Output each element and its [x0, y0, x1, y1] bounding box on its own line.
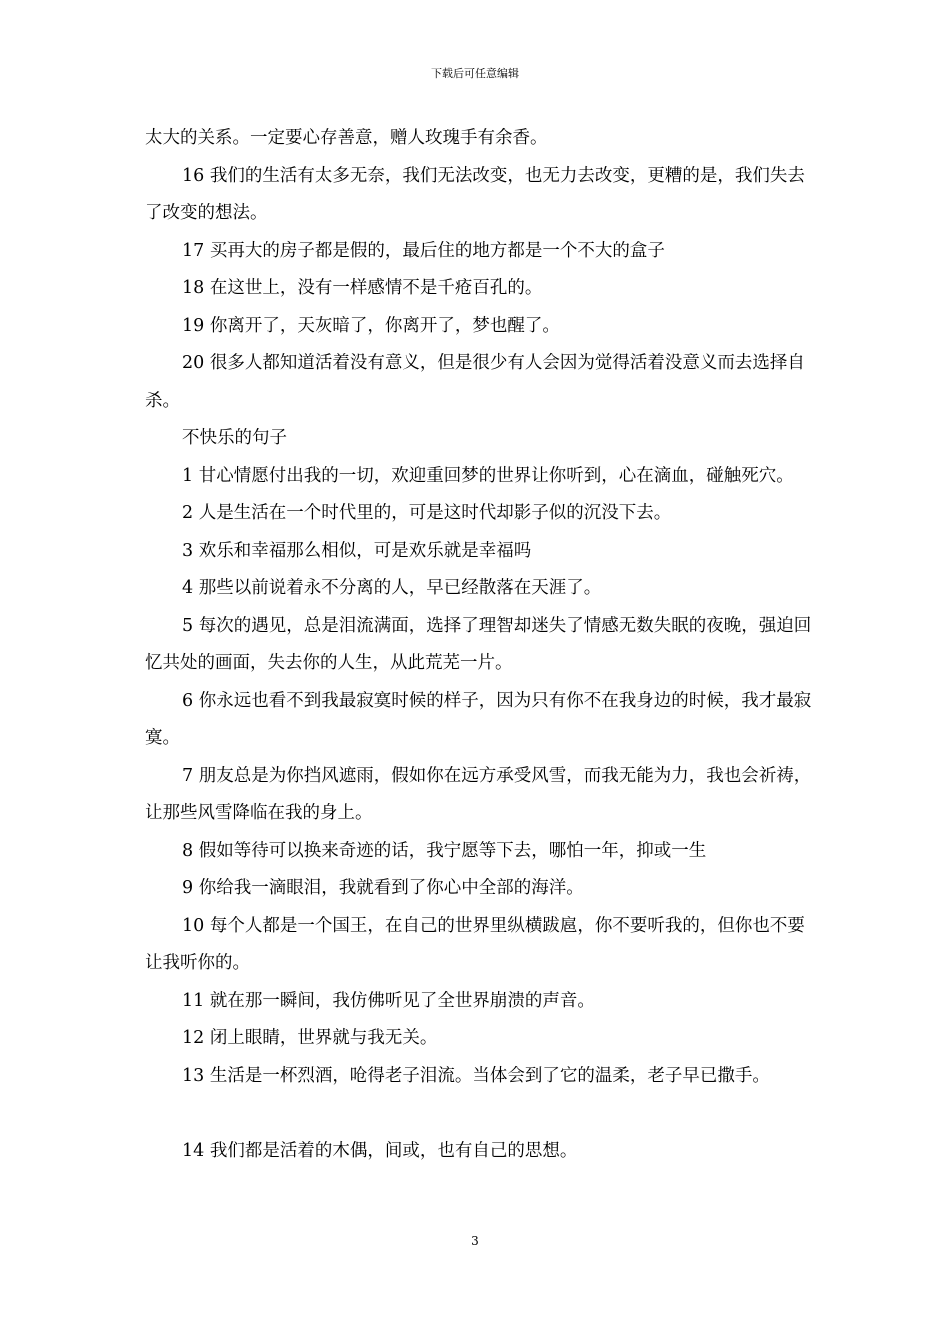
paragraph: 17 买再大的房子都是假的，最后住的地方都是一个不大的盒子 — [182, 240, 665, 261]
paragraph: 3 欢乐和幸福那么相似，可是欢乐就是幸福吗 — [182, 540, 532, 561]
paragraph: 8 假如等待可以换来奇迹的话，我宁愿等下去，哪怕一年，抑或一生 — [182, 840, 707, 861]
paragraph: 18 在这世上，没有一样感情不是千疮百孔的。 — [182, 278, 543, 298]
paragraph: 5 每次的遇见，总是泪流满面，选择了理智却迷失了情感无数失眠的夜晚，强迫回忆共处的画面，失去你的人生，从此荒芜一片。 — [145, 615, 812, 673]
paragraph: 9 你给我一滴眼泪，我就看到了你心中全部的海洋。 — [182, 878, 584, 898]
paragraph: 4 那些以前说着永不分离的人，早已经散落在天涯了。 — [182, 578, 602, 598]
paragraph: 14 我们都是活着的木偶，间或，也有自己的思想。 — [182, 1140, 578, 1161]
paragraph: 20 很多人都知道活着没有意义，但是很少有人会因为觉得活着没意义而去选择自杀。 — [145, 353, 805, 411]
paragraph: 7 朋友总是为你挡风遮雨，假如你在远方承受风雪，而我无能为力，我也会祈祷，让那些风雪降临在我的身上。 — [145, 765, 812, 823]
paragraph: 11 就在那一瞬间，我仿佛听见了全世界崩溃的声音。 — [182, 990, 595, 1011]
paragraph: 1 甘心情愿付出我的一切，欢迎重回梦的世界让你听到，心在滴血，碰触死穴。 — [182, 465, 794, 486]
paragraph: 2 人是生活在一个时代里的，可是这时代却影子似的沉没下去。 — [182, 503, 672, 523]
page-number: 3 — [471, 1234, 479, 1248]
paragraph: 10 每个人都是一个国王，在自己的世界里纵横跋扈，你不要听我的，但你也不要让我听你的。 — [145, 915, 805, 973]
paragraph: 6 你永远也看不到我最寂寞时候的样子，因为只有你不在我身边的时候，我才最寂寞。 — [145, 690, 812, 748]
paragraph: 太大的关系。一定要心存善意，赠人玫瑰手有余香。 — [145, 128, 548, 148]
paragraph: 12 闭上眼睛，世界就与我无关。 — [182, 1028, 438, 1048]
page-header: 下载后可任意编辑 — [431, 67, 519, 80]
paragraph: 16 我们的生活有太多无奈，我们无法改变，也无力去改变，更糟的是，我们失去了改变的想法。 — [145, 165, 805, 223]
section-heading: 不快乐的句子 — [182, 428, 287, 448]
paragraph: 19 你离开了，天灰暗了，你离开了，梦也醒了。 — [182, 315, 560, 336]
document-body — [145, 120, 815, 1170]
paragraph: 13 生活是一杯烈酒，呛得老子泪流。当体会到了它的温柔，老子早已撒手。 — [182, 1065, 770, 1086]
